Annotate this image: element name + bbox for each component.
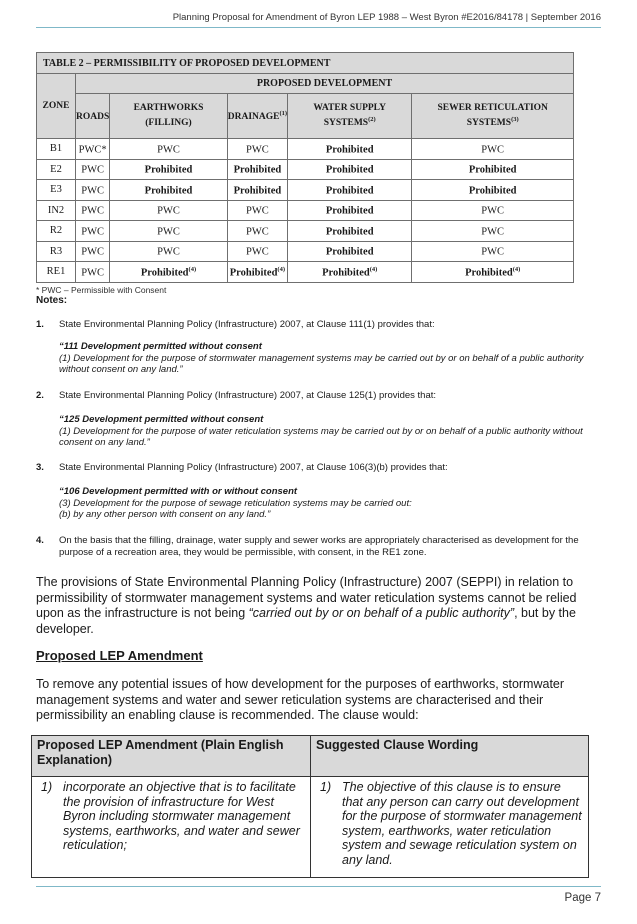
permissibility-cell <box>227 180 287 201</box>
wording-cell <box>311 777 589 878</box>
column-header <box>76 94 110 139</box>
permissibility-cell <box>76 221 110 242</box>
permissibility-value: Prohibited <box>468 185 517 196</box>
permissibility-cell <box>288 241 412 262</box>
note-number: 4. <box>36 535 44 546</box>
col-header-explanation: Proposed LEP Amendment (Plain English Explanation) <box>32 736 311 777</box>
permissibility-cell <box>412 262 574 283</box>
permissibility-value: PWC <box>481 205 505 217</box>
header-rule <box>36 27 601 28</box>
table-row <box>37 139 574 160</box>
item-number: 1) <box>41 780 53 794</box>
table-row <box>37 200 574 221</box>
body-paragraph-1 <box>36 575 601 637</box>
column-header <box>288 94 412 139</box>
note-number: 3. <box>36 462 44 473</box>
permissibility-value: PWC <box>81 205 105 217</box>
permissibility-cell <box>227 200 287 221</box>
permissibility-value: Prohibited <box>229 267 278 278</box>
zone-cell: R2 <box>37 221 76 242</box>
amendment-table <box>31 735 589 878</box>
permissibility-value: PWC <box>246 205 269 217</box>
quote-111 <box>59 341 599 376</box>
note-text: State Environmental Planning Policy (Infrastructure) 2007, at Clause 106(3)(b) provides that: <box>59 462 448 473</box>
quote-line: (1) Development for the purpose of water reticulation systems may be carried out by or on behalf of a public authority without consent on any land.” <box>59 425 583 448</box>
permissibility-value: PWC <box>157 144 180 155</box>
zone-cell: E2 <box>37 159 76 180</box>
cell-footnote: (4) <box>512 265 521 273</box>
cell-footnote: (4) <box>188 265 197 273</box>
permissibility-cell <box>288 159 412 180</box>
footer-rule <box>36 886 601 887</box>
permissibility-cell <box>288 200 412 221</box>
permissibility-cell <box>110 159 227 180</box>
permissibility-cell <box>227 221 287 242</box>
paragraph-text: , but by the developer. <box>36 606 576 636</box>
item-number: 1) <box>320 780 332 794</box>
zone-header: ZONE <box>37 74 76 139</box>
permissibility-value: Prohibited <box>325 226 374 237</box>
permissibility-cell <box>110 180 227 201</box>
column-header-footnote: (1) <box>279 110 288 118</box>
table-caption: TABLE 2 – PERMISSIBILITY OF PROPOSED DEVELOPMENT <box>37 53 574 74</box>
permissibility-value: Prohibited <box>144 185 193 196</box>
table-row <box>37 241 574 262</box>
permissibility-cell <box>412 241 574 262</box>
note-number: 2. <box>36 390 44 401</box>
zone-cell: IN2 <box>37 200 76 221</box>
permissibility-cell <box>288 139 412 160</box>
note-text: State Environmental Planning Policy (Infrastructure) 2007, at Clause 111(1) provides that: <box>59 319 435 330</box>
permissibility-value: PWC <box>157 246 180 258</box>
permissibility-value: Prohibited <box>233 185 282 196</box>
zone-cell: RE1 <box>37 262 76 283</box>
quote-125 <box>59 414 599 449</box>
explanation-text: incorporate an objective that is to facilitate the provision of infrastructure for West Byron including stormwater management systems, earthworks, and water and sewer reticulation; <box>63 780 300 852</box>
table-row <box>37 262 574 283</box>
table-row <box>37 221 574 242</box>
quote-line: (b) by any other person with consent on any land.” <box>59 509 271 520</box>
zone-cell: B1 <box>37 139 76 160</box>
column-header-label: EARTHWORKS (FILLING) <box>133 103 204 129</box>
permissibility-value: Prohibited <box>140 267 189 278</box>
permissibility-cell <box>110 241 227 262</box>
permissibility-value: PWC <box>481 144 505 155</box>
permissibility-value: Prohibited <box>465 267 513 278</box>
permissibility-cell <box>412 139 574 160</box>
permissibility-cell <box>76 139 110 160</box>
paragraph-quote: “carried out by or on behalf of a public authority” <box>248 606 515 620</box>
permissibility-cell <box>110 221 227 242</box>
permissibility-value: PWC <box>246 246 269 258</box>
permissibility-cell <box>76 159 110 180</box>
paragraph-text: The provisions of State Environmental Planning Policy (Infrastructure) 2007 (SEPPI) in relation to permissibility of stormwater management systems and water reticulation systems cannot be relied upon as the infrastructure is not being <box>36 575 577 620</box>
table-row <box>37 159 574 180</box>
permissibility-cell <box>227 241 287 262</box>
permissibility-cell <box>288 262 412 283</box>
permissibility-value: PWC <box>157 226 180 237</box>
permissibility-value: Prohibited <box>325 144 374 155</box>
column-header-label: DRAINAGE <box>227 112 280 123</box>
permissibility-value: PWC <box>157 205 180 217</box>
section-heading: Proposed LEP Amendment <box>36 648 203 663</box>
notes-title: Notes: <box>36 295 68 306</box>
permissibility-cell <box>110 262 227 283</box>
permissibility-cell <box>412 159 574 180</box>
permissibility-value: Prohibited <box>325 246 374 258</box>
quote-heading: “106 Development permitted with or without consent <box>59 486 298 497</box>
permissibility-cell <box>412 221 574 242</box>
column-header <box>110 94 227 139</box>
permissibility-value: PWC <box>246 226 269 237</box>
permissibility-table <box>36 52 574 283</box>
permissibility-cell <box>110 139 227 160</box>
permissibility-value: PWC* <box>78 144 107 155</box>
permissibility-value: PWC <box>481 246 505 258</box>
permissibility-value: Prohibited <box>468 164 517 176</box>
zone-cell: E3 <box>37 180 76 201</box>
quote-heading: “111 Development permitted without consent <box>59 341 262 352</box>
quote-line: (3) Development for the purpose of sewage reticulation systems may be carried out: <box>59 497 412 509</box>
permissibility-value: PWC <box>81 267 105 278</box>
column-header-footnote: (2) <box>368 116 376 124</box>
page-number: Page 7 <box>564 892 601 904</box>
table-footnote: * PWC – Permissible with Consent <box>36 285 167 295</box>
permissibility-cell <box>412 200 574 221</box>
permissibility-cell <box>288 180 412 201</box>
proposed-development-header: PROPOSED DEVELOPMENT <box>76 74 574 94</box>
cell-footnote: (4) <box>369 265 378 273</box>
permissibility-cell <box>110 200 227 221</box>
body-paragraph-2: To remove any potential issues of how development for the purposes of earthworks, stormwater management systems and water and sewer reticulation systems are characterised and their permissibility an enabling clause is recommended. The clause would: <box>36 677 565 722</box>
table-row <box>37 180 574 201</box>
zone-cell: R3 <box>37 241 76 262</box>
permissibility-cell <box>412 180 574 201</box>
permissibility-value: PWC <box>246 144 269 155</box>
page-header: Planning Proposal for Amendment of Byron LEP 1988 – West Byron #E2016/84178 | September 2016 <box>172 12 601 23</box>
column-header-label: ROADS <box>76 112 110 123</box>
column-header-label: WATER SUPPLY SYSTEMS <box>313 103 387 129</box>
permissibility-cell <box>76 241 110 262</box>
column-header-footnote: (3) <box>511 116 519 124</box>
permissibility-value: Prohibited <box>144 164 193 176</box>
cell-footnote: (4) <box>277 265 286 273</box>
permissibility-cell <box>227 262 287 283</box>
permissibility-value: PWC <box>481 226 505 237</box>
quote-heading: “125 Development permitted without consent <box>59 414 264 425</box>
permissibility-cell <box>227 139 287 160</box>
note-text: On the basis that the filling, drainage, water supply and sewer works are appropriately characterised as development for the purpose of a recreation area, they would be permissible, with consent, in the RE1 zone. <box>59 535 579 558</box>
permissibility-value: Prohibited <box>325 185 374 196</box>
permissibility-value: Prohibited <box>325 205 374 217</box>
permissibility-value: PWC <box>81 185 105 196</box>
permissibility-cell <box>288 221 412 242</box>
permissibility-value: Prohibited <box>325 164 374 176</box>
permissibility-value: PWC <box>81 226 105 237</box>
explanation-cell <box>32 777 311 878</box>
permissibility-value: Prohibited <box>322 267 370 278</box>
wording-text: The objective of this clause is to ensure that any person can carry out development for the purpose of stormwater management system, earthworks, water reticulation system and sewage reticulation system on any land. <box>342 780 582 867</box>
permissibility-cell <box>227 159 287 180</box>
note-number: 1. <box>36 319 44 330</box>
permissibility-cell <box>76 262 110 283</box>
permissibility-value: Prohibited <box>233 164 282 176</box>
permissibility-cell <box>76 180 110 201</box>
note-text: State Environmental Planning Policy (Infrastructure) 2007, at Clause 125(1) provides that: <box>59 390 437 401</box>
column-header <box>227 94 287 139</box>
column-header <box>412 94 574 139</box>
col-header-wording: Suggested Clause Wording <box>311 736 589 777</box>
permissibility-value: PWC <box>81 164 105 176</box>
permissibility-value: PWC <box>81 246 105 258</box>
permissibility-cell <box>76 200 110 221</box>
column-header-label: SEWER RETICULATION SYSTEMS <box>437 103 548 129</box>
quote-106 <box>59 486 599 521</box>
quote-line: (1) Development for the purpose of stormwater management systems may be carried out by or on behalf of a public authority without consent on any land.” <box>59 352 584 375</box>
